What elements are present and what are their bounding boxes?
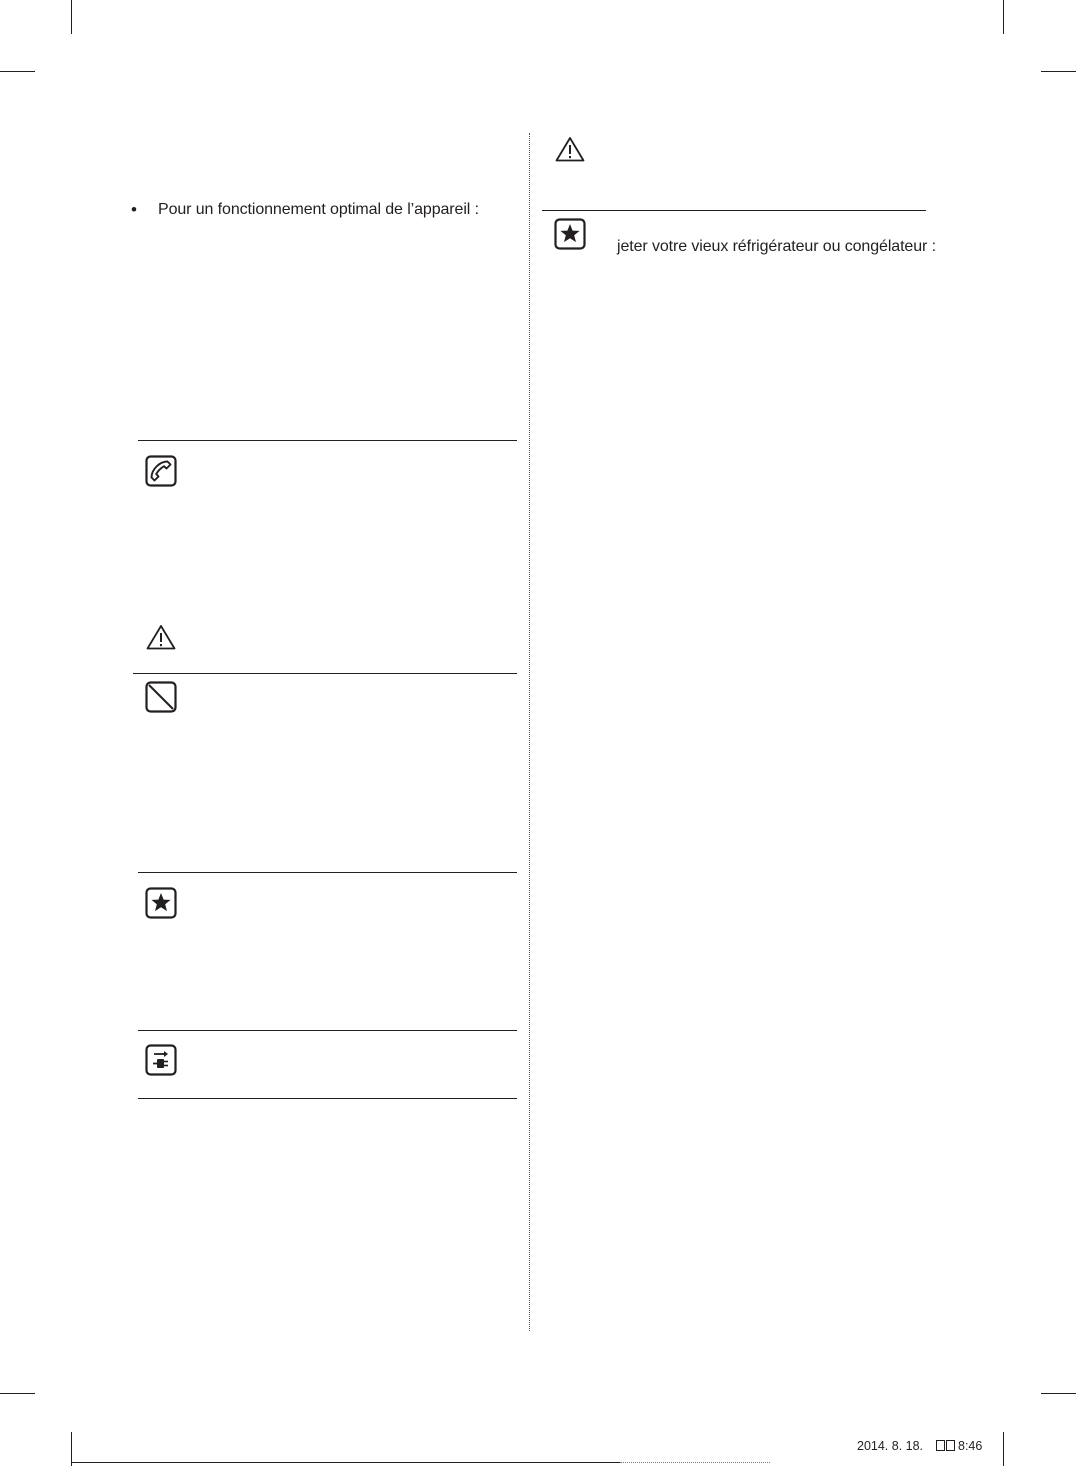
crop-mark-bottom-right-vertical [1003,1432,1004,1466]
crop-mark-top-right-horizontal [1041,71,1076,72]
star-icon [554,218,586,250]
section-rule-important [138,872,517,873]
crop-mark-top-right-vertical [1003,0,1004,34]
phone-icon [145,455,177,487]
crop-mark-top-left-horizontal [0,71,35,72]
warning-icon [146,624,176,650]
section-rule-prohibited [133,673,517,674]
disposal-heading: jeter votre vieux réfrigérateur ou congélateur : [617,238,936,255]
unplug-icon [145,1044,177,1076]
print-time: 8:46 [958,1439,983,1453]
print-date: 2014. 8. 18. [857,1439,924,1453]
crop-mark-bottom-left-vertical [71,1432,72,1466]
crop-mark-bottom-right-horizontal [1041,1393,1076,1394]
prohibited-icon [145,681,177,713]
warning-icon [555,136,585,162]
column-divider [529,133,530,1331]
bottom-file-line [620,1462,770,1463]
star-icon [145,887,177,919]
bottom-trim-line [72,1462,620,1463]
section-rule-service [138,440,517,441]
print-timestamp [857,1438,982,1454]
section-rule-end [138,1098,517,1099]
operation-tips-heading: Pour un fonctionnement optimal de l’appareil : [158,201,479,218]
bullet-marker: • [131,200,137,219]
crop-mark-bottom-left-horizontal [0,1393,35,1394]
placeholder-glyph [935,1439,955,1453]
crop-mark-top-left-vertical [71,0,72,34]
section-rule-unplug [138,1030,517,1031]
section-rule-disposal [542,210,926,211]
